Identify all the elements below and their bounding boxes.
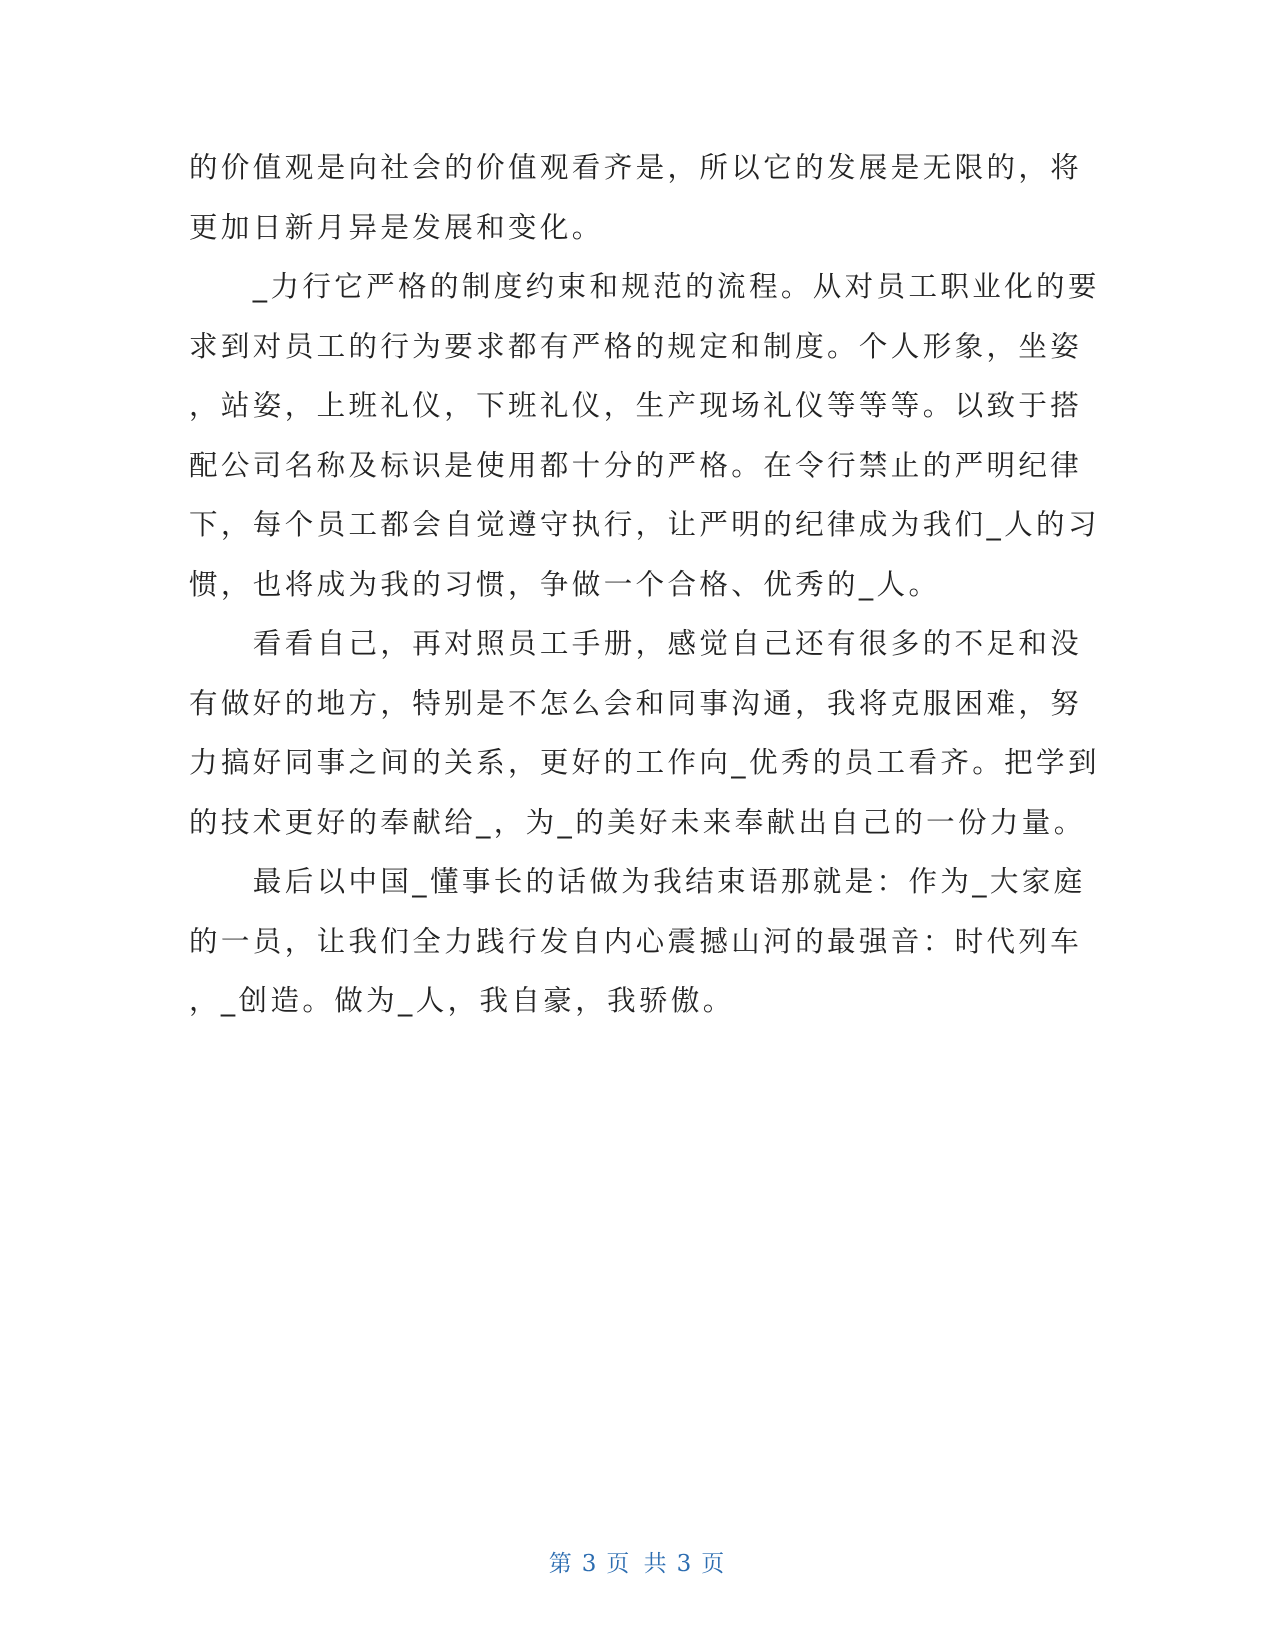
document-body (189, 138, 1100, 1031)
page-footer (0, 1545, 1275, 1578)
footer-page-number: 3 (581, 1551, 599, 1577)
text-line: 力搞好同事之间的关系，更好的工作向_优秀的员工看齐。把学到 (189, 746, 1100, 779)
text-line: 下，每个员工都会自觉遵守执行，让严明的纪律成为我们_人的习 (189, 508, 1100, 541)
text-line: 求到对员工的行为要求都有严格的规定和制度。个人形象，坐姿 (189, 329, 1083, 363)
footer-middle: 页 共 (606, 1551, 669, 1577)
text-line: 最后以中国_懂事长的话做为我结束语那就是：作为_大家庭 (189, 865, 1086, 898)
text-line: ，站姿，上班礼仪，下班礼仪，生产现场礼仪等等等。以致于搭 (189, 389, 1083, 422)
text-line: ，_创造。做为_人，我自豪，我骄傲。 (189, 984, 735, 1017)
text-line: 更加日新月异是发展和变化。 (189, 210, 604, 244)
text-line: 配公司名称及标识是使用都十分的严格。在令行禁止的严明纪律 (189, 448, 1083, 482)
footer-prefix: 第 (548, 1551, 574, 1577)
text-line: 的技术更好的奉献给_，为_的美好未来奉献出自己的一份力量。 (189, 805, 1086, 839)
text-line: 看看自己，再对照员工手册，感觉自己还有很多的不足和没 (189, 627, 1083, 660)
text-line: _力行它严格的制度约束和规范的流程。从对员工职业化的要 (189, 270, 1100, 303)
text-line: 惯，也将成为我的习惯，争做一个合格、优秀的_人。 (189, 567, 941, 601)
footer-suffix: 页 (701, 1551, 727, 1577)
text-line: 的一员，让我们全力践行发自内心震撼山河的最强音：时代列车 (189, 924, 1083, 958)
text-line: 有做好的地方，特别是不怎么会和同事沟通，我将克服困难，努 (189, 686, 1083, 720)
text-line: 的价值观是向社会的价值观看齐是，所以它的发展是无限的，将 (189, 151, 1083, 184)
footer-total-pages: 3 (676, 1551, 694, 1577)
